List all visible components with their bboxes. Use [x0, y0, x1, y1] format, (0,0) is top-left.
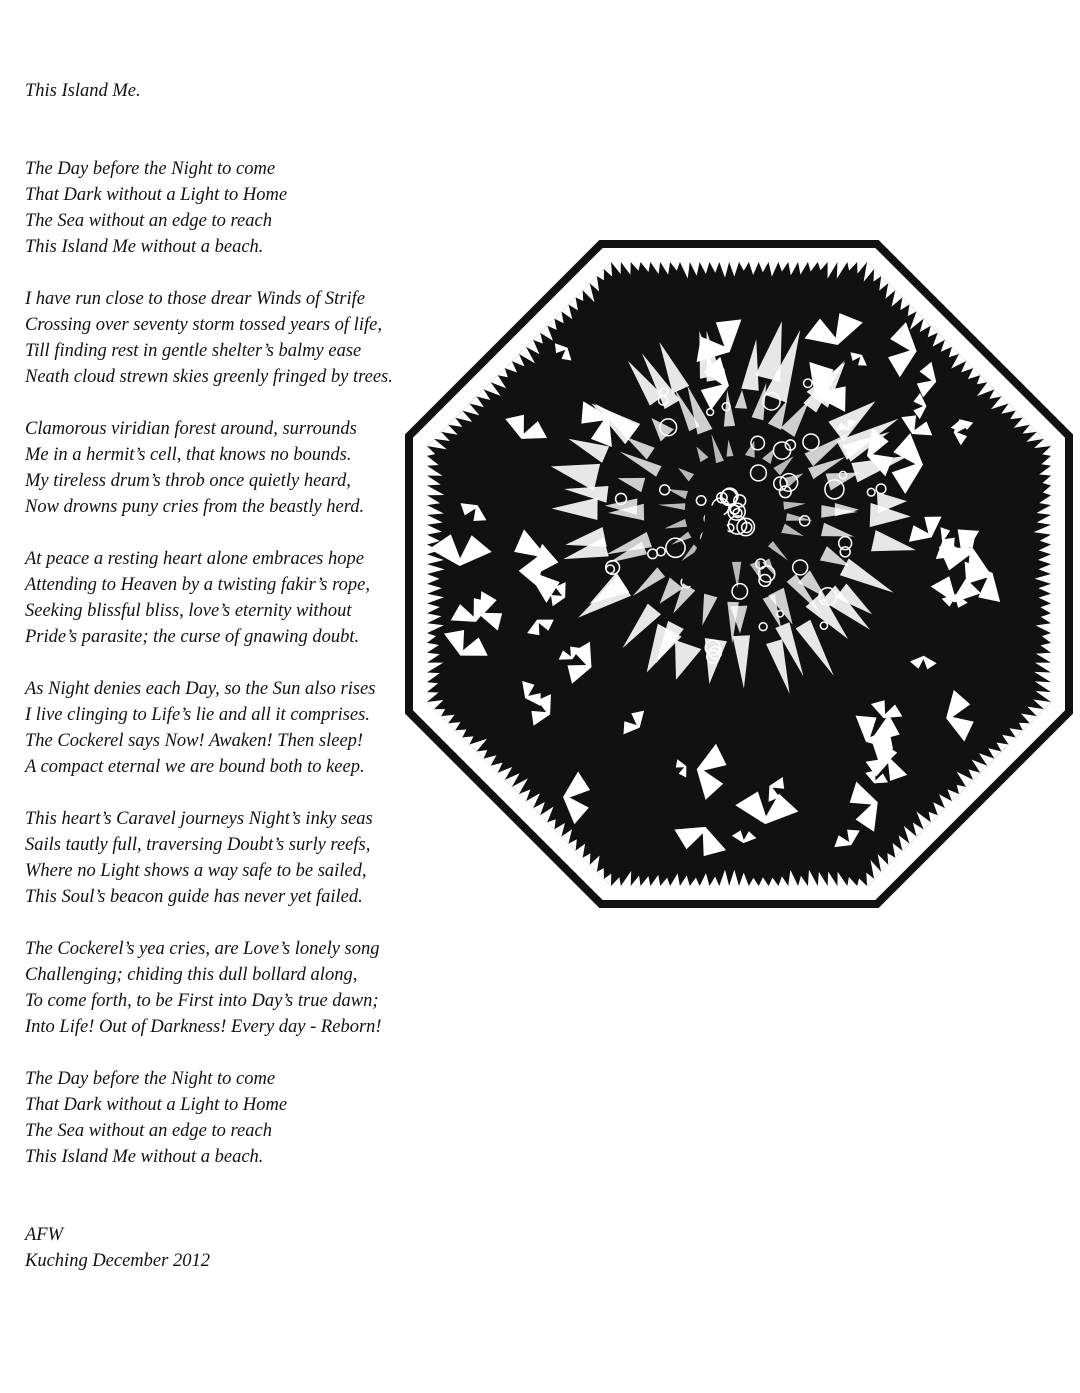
stanza-3 [25, 416, 415, 520]
poem-line: The Cockerel’s yea cries, are Love’s lonely song [25, 939, 380, 959]
poem-line: I have run close to those drear Winds of Strife [25, 289, 365, 309]
poem-title: This Island Me. [25, 81, 141, 101]
poem-line: The Sea without an edge to reach [25, 1121, 272, 1141]
poem-line: The Sea without an edge to reach [25, 211, 272, 231]
poem-line: This Soul’s beacon guide has never yet failed. [25, 887, 363, 907]
poem-line: That Dark without a Light to Home [25, 1095, 288, 1115]
poem-line: Seeking blissful bliss, love’s eternity without [25, 601, 352, 621]
signature-author: AFW [25, 1225, 64, 1245]
poem-line: Neath cloud strewn skies greenly fringed by trees. [25, 367, 393, 387]
poem [25, 78, 415, 1274]
poem-line: The Day before the Night to come [25, 1069, 276, 1089]
stanza-7 [25, 936, 415, 1040]
poem-line: Me in a hermit’s cell, that knows no bounds. [25, 445, 352, 465]
stanza-4 [25, 546, 415, 650]
poem-line: Crossing over seventy storm tossed years of life, [25, 315, 382, 335]
poem-line: Where no Light shows a way safe to be sailed, [25, 861, 367, 881]
poem-line: At peace a resting heart alone embraces hope [25, 549, 364, 569]
octagon-woodcut-artwork [405, 240, 1073, 908]
poem-line: The Cockerel says Now! Awaken! Then sleep! [25, 731, 364, 751]
poem-line: As Night denies each Day, so the Sun also rises [25, 679, 376, 699]
poem-line: To come forth, to be First into Day’s true dawn; [25, 991, 379, 1011]
poem-line: The Day before the Night to come [25, 159, 276, 179]
stanza-1 [25, 156, 415, 260]
stanza-6 [25, 806, 415, 910]
woodcut-illustration-icon [405, 240, 1073, 908]
poem-line: A compact eternal we are bound both to keep. [25, 757, 365, 777]
poem-line: Now drowns puny cries from the beastly herd. [25, 497, 365, 517]
poem-line: Pride’s parasite; the curse of gnawing doubt. [25, 627, 360, 647]
poem-line: This Island Me without a beach. [25, 237, 264, 257]
poem-line: Clamorous viridian forest around, surrounds [25, 419, 357, 439]
stanza-5 [25, 676, 415, 780]
poem-line: My tireless drum’s throb once quietly heard, [25, 471, 351, 491]
signature [25, 1222, 415, 1274]
signature-place-date: Kuching December 2012 [25, 1251, 210, 1271]
stanza-8 [25, 1066, 415, 1170]
poem-line: That Dark without a Light to Home [25, 185, 288, 205]
poem-line: Till finding rest in gentle shelter’s balmy ease [25, 341, 362, 361]
poem-line: Into Life! Out of Darkness! Every day - Reborn! [25, 1017, 382, 1037]
stanza-2 [25, 286, 415, 390]
poem-line: Attending to Heaven by a twisting fakir’s rope, [25, 575, 370, 595]
poem-line: This heart’s Caravel journeys Night’s inky seas [25, 809, 373, 829]
poem-line: Sails tautly full, traversing Doubt’s surly reefs, [25, 835, 371, 855]
poem-line: This Island Me without a beach. [25, 1147, 264, 1167]
poem-line: I live clinging to Life’s lie and all it comprises. [25, 705, 370, 725]
poem-line: Challenging; chiding this dull bollard along, [25, 965, 358, 985]
